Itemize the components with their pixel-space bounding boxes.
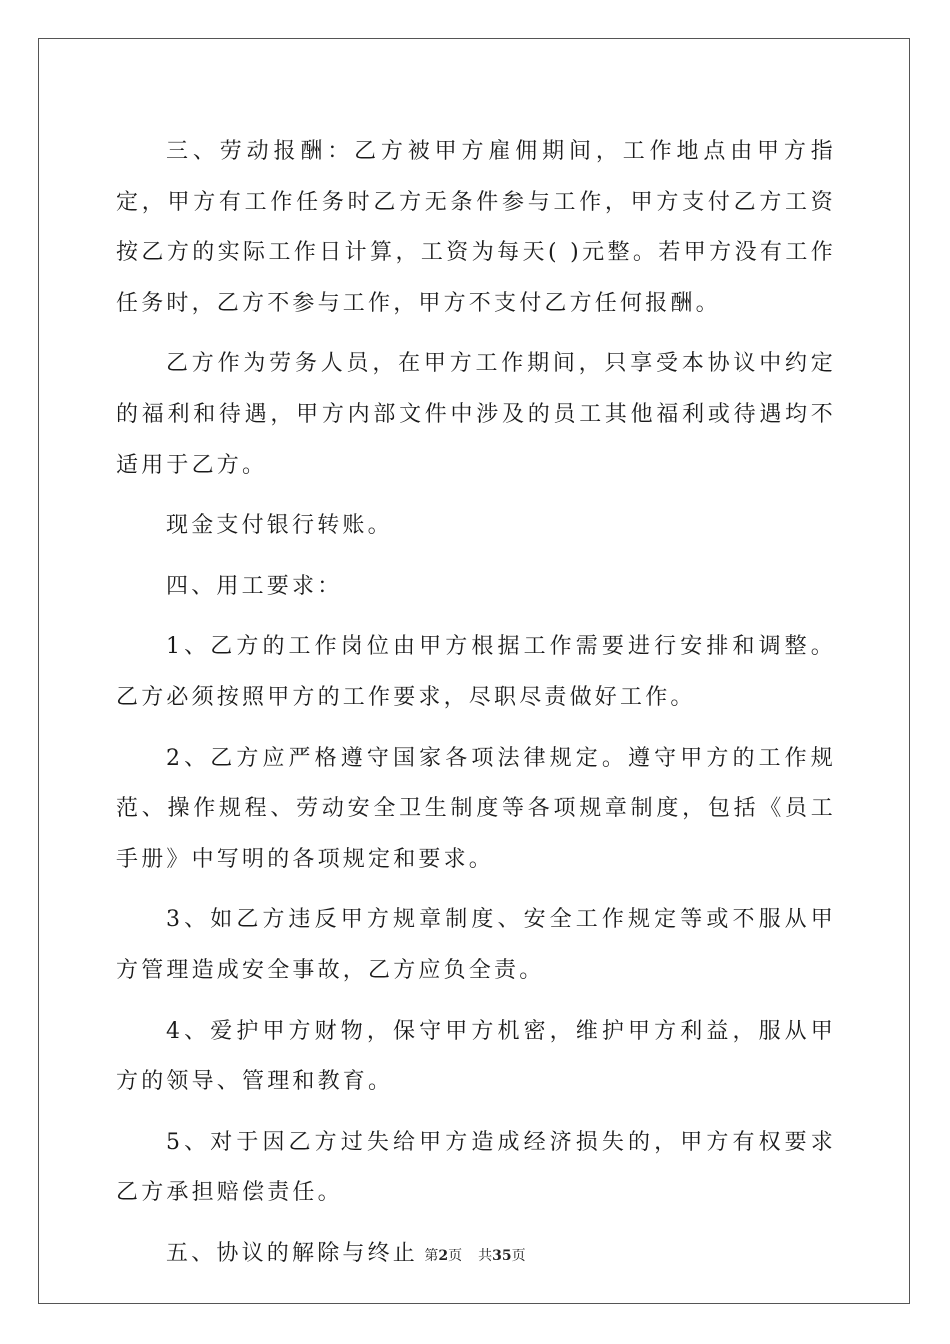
paragraph-benefits: 乙方作为劳务人员，在甲方工作期间，只享受本协议中约定的福利和待遇，甲方内部文件中涉及的员工其他福利或待遇均不适用于乙方。 <box>116 351 836 478</box>
clause-3: 3、如乙方违反甲方规章制度、安全工作规定等或不服从甲方管理造成安全事故，乙方应负全责。 <box>116 907 836 983</box>
paragraph-payment-method: 现金支付银行转账。 <box>166 513 393 539</box>
page-suffix: 页 <box>448 1248 463 1264</box>
section-heading-requirements: 四、用工要求： <box>166 573 343 599</box>
document-body <box>116 127 836 1289</box>
clause-5: 5、对于因乙方过失给甲方造成经济损失的，甲方有权要求乙方承担赔偿责任。 <box>116 1129 836 1206</box>
section-heading-termination: 五、协议的解除与终止 <box>166 1240 419 1266</box>
total-pages: 35 <box>492 1248 512 1264</box>
total-suffix: 页 <box>511 1248 526 1264</box>
page-prefix: 第 <box>424 1248 439 1264</box>
paragraph-compensation: 三、劳动报酬：乙方被甲方雇佣期间，工作地点由甲方指定，甲方有工作任务时乙方无条件参与工作，甲方支付乙方工资按乙方的实际工作日计算，工资为每天( )元整。若甲方没有工作任务时，乙方不参与工作，甲方不支付乙方任何报酬。 <box>116 139 836 316</box>
clause-1: 1、乙方的工作岗位由甲方根据工作需要进行安排和调整。乙方必须按照甲方的工作要求，尽职尽责做好工作。 <box>116 634 836 710</box>
page-footer <box>0 1246 950 1266</box>
clause-2: 2、乙方应严格遵守国家各项法律规定。遵守甲方的工作规范、操作规程、劳动安全卫生制度等各项规章制度，包括《员工手册》中写明的各项规定和要求。 <box>116 745 836 872</box>
clause-4: 4、爱护甲方财物，保守甲方机密，维护甲方利益，服从甲方的领导、管理和教育。 <box>116 1018 836 1095</box>
page-number: 2 <box>438 1248 449 1264</box>
total-prefix: 共 <box>478 1248 493 1264</box>
